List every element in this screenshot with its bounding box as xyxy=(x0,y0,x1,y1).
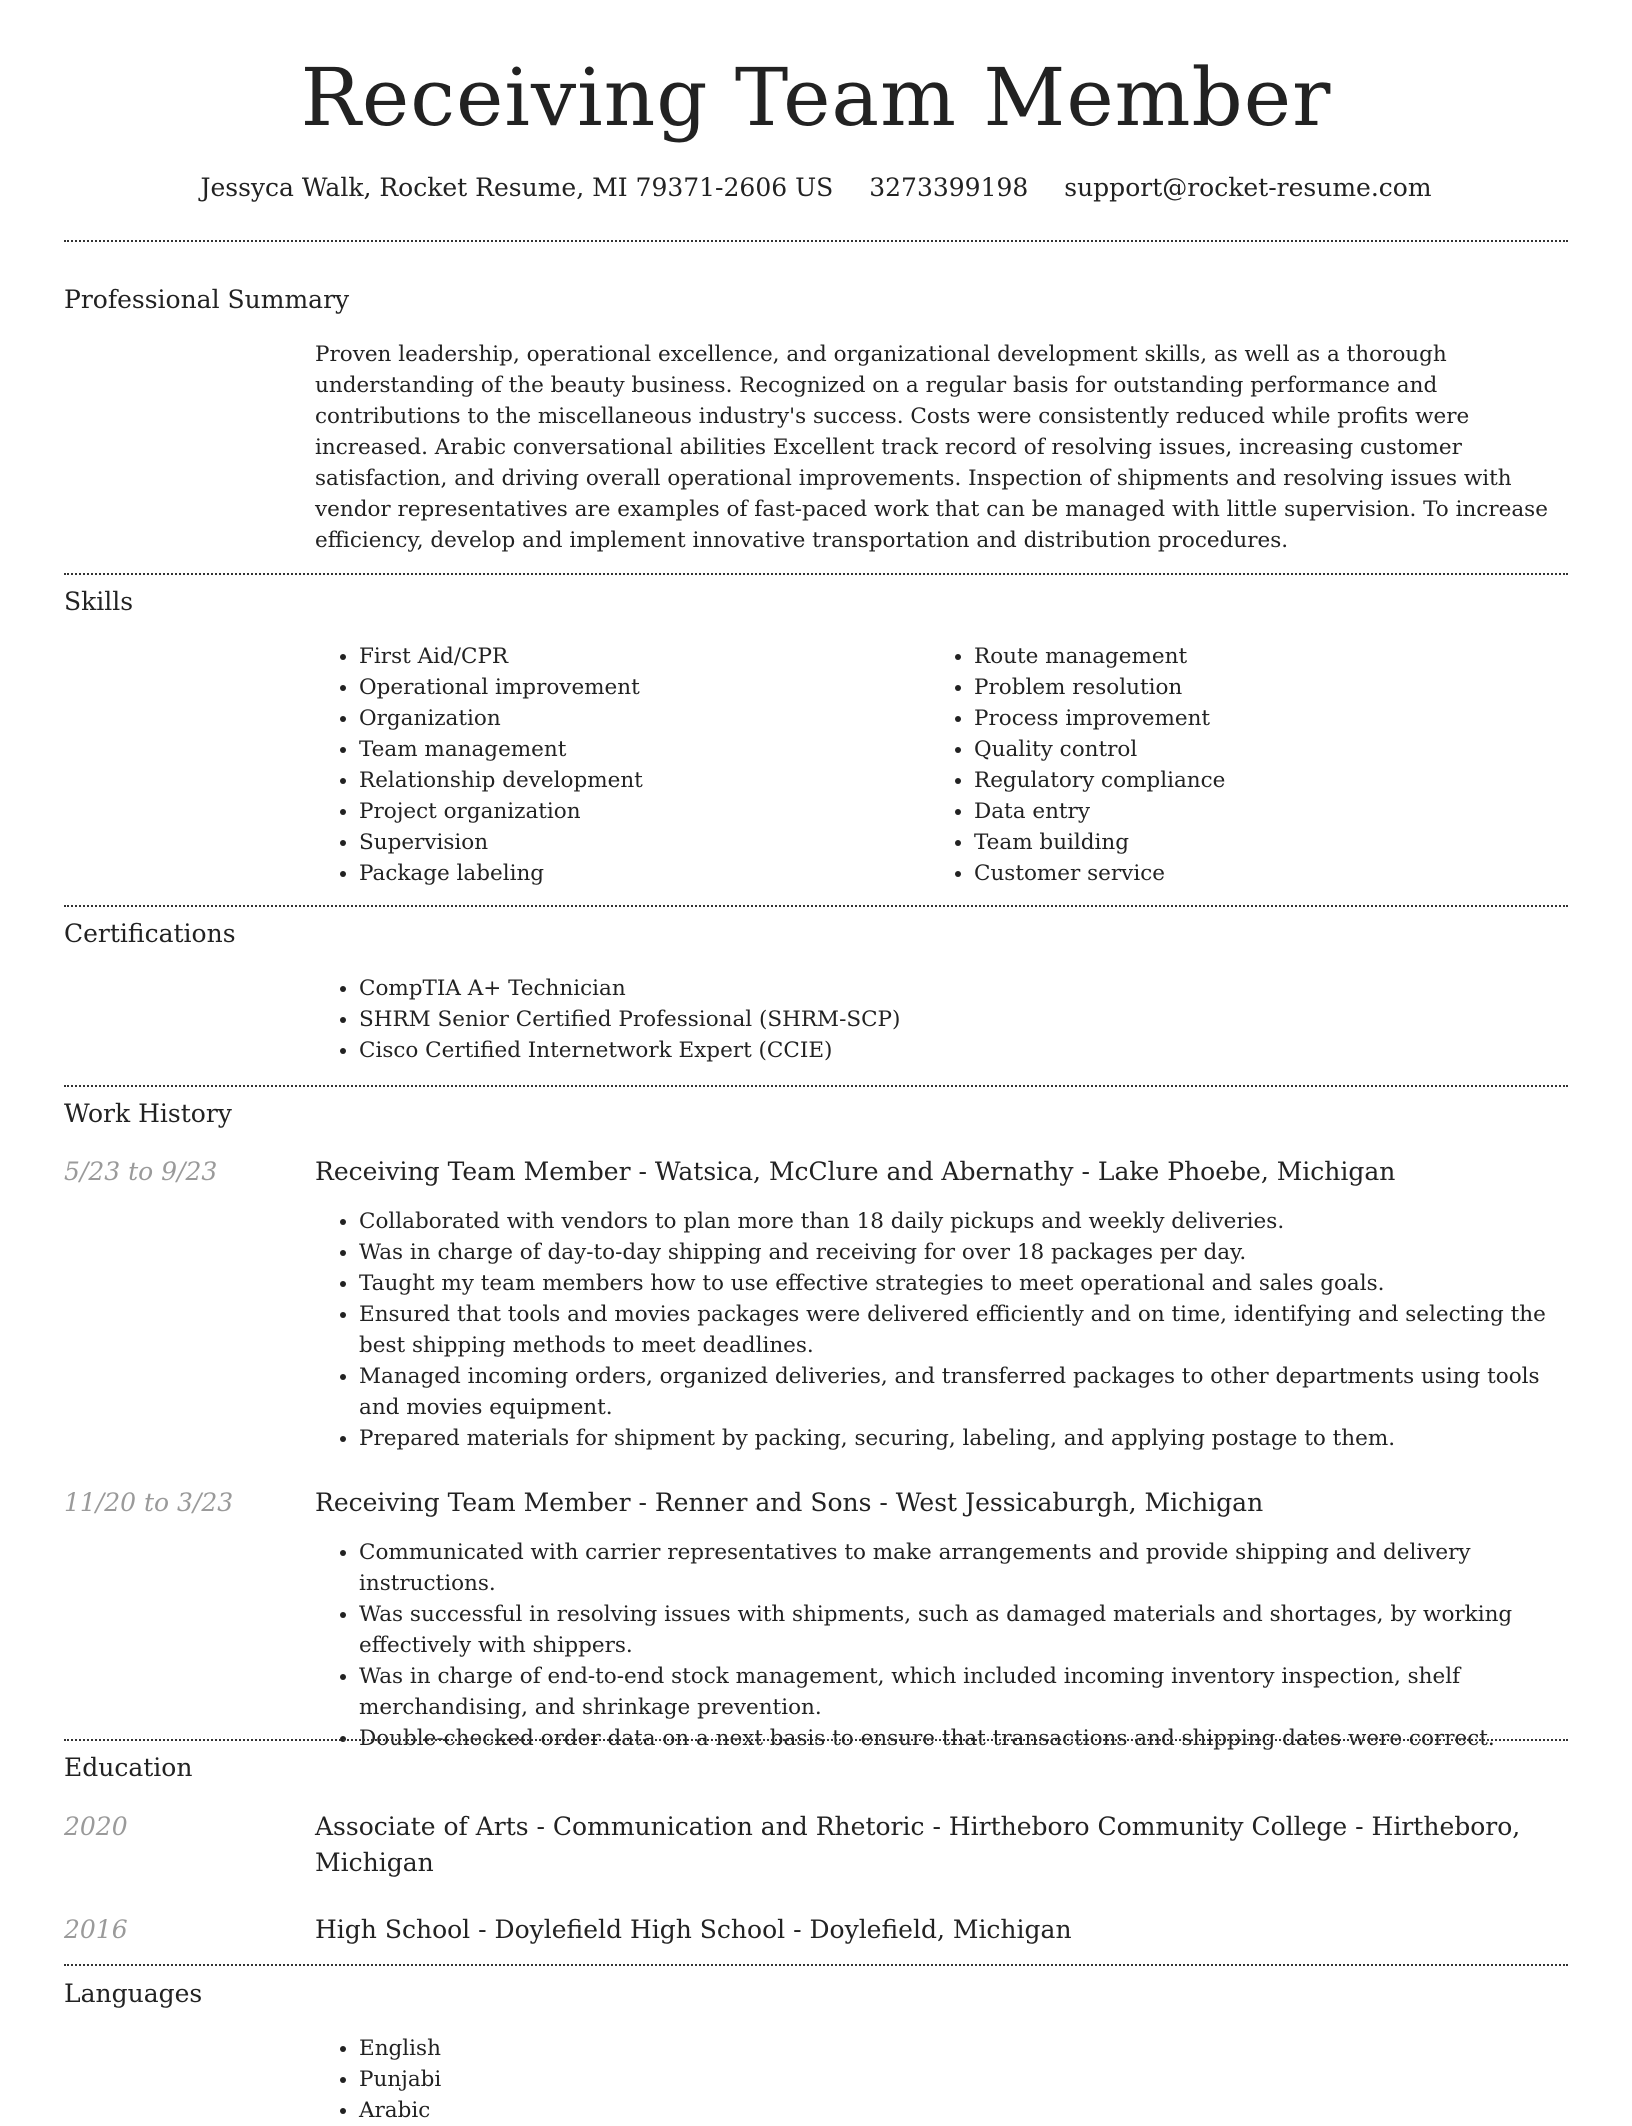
list-item: • Cisco Certified Internetwork Expert (CCIE) xyxy=(359,1035,1559,1066)
certifications-heading: Certifications xyxy=(64,919,236,948)
list-item: • Collaborated with vendors to plan more than 18 daily pickups and weekly deliveries. xyxy=(359,1206,1568,1237)
list-item: • Ensured that tools and movies packages were delivered efficiently and on time, identifying and selecting the best shipping methods to meet deadlines. xyxy=(359,1299,1568,1361)
skills-heading: Skills xyxy=(64,587,134,616)
education-entry xyxy=(315,1809,1568,1881)
list-item: • English xyxy=(359,2033,959,2064)
list-item: • Double-checked order data on a next basis to ensure that transactions and shipping dates were correct. xyxy=(359,1723,1568,1754)
job-bullets xyxy=(315,1537,1568,1754)
job-role: Receiving Team Member xyxy=(315,1157,631,1186)
languages-heading: Languages xyxy=(64,1979,203,2008)
job-employer: - Renner and Sons - West Jessicaburgh, Michigan xyxy=(630,1488,1264,1517)
list-item: • Customer service xyxy=(974,858,1574,889)
contact-line xyxy=(64,170,1568,206)
education-year: 2020 xyxy=(64,1812,128,1841)
list-item: • Team management xyxy=(359,734,919,765)
education-year: 2016 xyxy=(64,1915,128,1944)
job-heading xyxy=(315,1154,1568,1190)
list-item: • Quality control xyxy=(974,734,1574,765)
list-item: • Supervision xyxy=(359,827,919,858)
list-item: • Data entry xyxy=(974,796,1574,827)
section-divider xyxy=(64,905,1568,907)
section-divider xyxy=(64,1964,1568,1966)
job-dates: 11/20 to 3/23 xyxy=(64,1488,234,1517)
list-item: • Team building xyxy=(974,827,1574,858)
education-entry xyxy=(315,1912,1568,1948)
education-school: - Doylefield High School - Doylefield, Michigan xyxy=(470,1915,1072,1944)
list-item: • Problem resolution xyxy=(974,672,1574,703)
job-dates: 5/23 to 9/23 xyxy=(64,1157,218,1186)
list-item: • SHRM Senior Certified Professional (SHRM-SCP) xyxy=(359,1004,1559,1035)
list-item: • Was successful in resolving issues with shipments, such as damaged materials and shortages, by working effectively with shippers. xyxy=(359,1599,1568,1661)
summary-text: Proven leadership, operational excellence, and organizational development skills, as well as a thorough understanding of the beauty business. Recognized on a regular basis for outstanding performance and contributions to the miscellaneous industry's success. Costs were consistently reduced while profits were increased. Arabic conversational abilities Excellent track record of resolving issues, increasing customer satisfaction, and driving overall operational improvements. Inspection of shipments and resolving issues with vendor representatives are examples of fast-paced work that can be managed with little supervision. To increase efficiency, develop and implement innovative transportation and distribution procedures. xyxy=(315,342,1548,553)
list-item: • Arabic xyxy=(359,2095,959,2126)
resume-title: Receiving Team Member xyxy=(300,51,1332,144)
education-degree: High School xyxy=(315,1915,471,1944)
list-item: • Process improvement xyxy=(974,703,1574,734)
summary-heading: Professional Summary xyxy=(64,285,350,314)
address-text: Jessyca Walk, Rocket Resume, MI 79371-2606 US xyxy=(200,173,834,202)
list-item: • Regulatory compliance xyxy=(974,765,1574,796)
list-item: • Communicated with carrier representatives to make arrangements and provide shipping and delivery instructions. xyxy=(359,1537,1568,1599)
list-item: • Was in charge of end-to-end stock management, which included incoming inventory inspection, shelf merchandising, and shrinkage prevention. xyxy=(359,1661,1568,1723)
list-item: • Managed incoming orders, organized deliveries, and transferred packages to other departments using tools and movies equipment. xyxy=(359,1361,1568,1423)
list-item: • First Aid/CPR xyxy=(359,641,919,672)
skills-list-left xyxy=(315,641,919,889)
section-divider xyxy=(64,1085,1568,1087)
education-degree: Associate of Arts - Communication and Rhetoric xyxy=(315,1812,925,1841)
job-bullets xyxy=(315,1206,1568,1454)
skills-list-right xyxy=(930,641,1574,889)
job-employer: - Watsica, McClure and Abernathy - Lake Phoebe, Michigan xyxy=(630,1157,1396,1186)
list-item: • Route management xyxy=(974,641,1574,672)
languages-list xyxy=(315,2033,959,2126)
education-heading: Education xyxy=(64,1753,193,1782)
work-history-heading: Work History xyxy=(64,1099,232,1128)
list-item: • Was in charge of day-to-day shipping and receiving for over 18 packages per day. xyxy=(359,1237,1568,1268)
section-divider xyxy=(64,1739,1568,1741)
list-item: • Taught my team members how to use effective strategies to meet operational and sales goals. xyxy=(359,1268,1568,1299)
job-heading xyxy=(315,1485,1568,1521)
education-school: - Hirtheboro Community College - Hirtheboro, Michigan xyxy=(315,1812,1521,1877)
list-item: • Relationship development xyxy=(359,765,919,796)
phone-text: 3273399198 xyxy=(869,173,1029,202)
certifications-list xyxy=(315,973,1559,1066)
section-divider xyxy=(64,573,1568,575)
list-item: • Prepared materials for shipment by packing, securing, labeling, and applying postage to them. xyxy=(359,1423,1568,1454)
list-item: • Operational improvement xyxy=(359,672,919,703)
section-divider xyxy=(64,240,1568,242)
list-item: • Package labeling xyxy=(359,858,919,889)
job-role: Receiving Team Member xyxy=(315,1488,631,1517)
list-item: • Project organization xyxy=(359,796,919,827)
list-item: • CompTIA A+ Technician xyxy=(359,973,1559,1004)
email-link[interactable]: support@rocket-resume.com xyxy=(1064,173,1432,202)
list-item: • Punjabi xyxy=(359,2064,959,2095)
list-item: • Organization xyxy=(359,703,919,734)
